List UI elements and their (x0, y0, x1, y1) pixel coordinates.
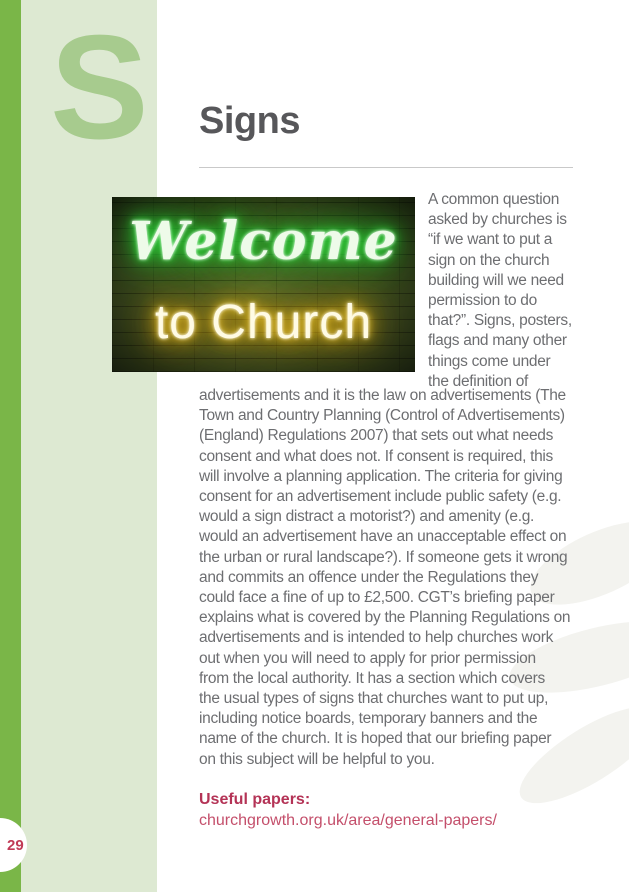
intro-text-column (428, 190, 624, 392)
body-paragraph (199, 386, 625, 770)
text-line: “if we want to put a (428, 231, 553, 249)
text-line: permission to do (428, 292, 537, 310)
general-papers-link[interactable]: churchgrowth.org.uk/area/general-papers/ (199, 812, 497, 829)
text-line: from the local authority. It has a section which covers (199, 669, 545, 687)
useful-papers-heading: Useful papers: (199, 791, 311, 808)
neon-sign-word-welcome: Welcome (129, 211, 398, 272)
page-title: Signs (199, 100, 300, 142)
text-line: that?”. Signs, posters, (428, 312, 572, 330)
text-line: on this subject will be helpful to you. (199, 750, 435, 768)
text-line: A common question (428, 191, 560, 208)
text-line: (England) Regulations 2007) that sets out what needs (199, 427, 554, 445)
section-letter: S (50, 5, 149, 170)
text-line: asked by churches is (428, 211, 567, 229)
welcome-to-church-image (112, 197, 415, 372)
text-line: the urban or rural landscape?). If someone gets it wrong (199, 548, 568, 566)
text-line: explains what is covered by the Planning Regulations on (199, 609, 571, 627)
text-line: sign on the church (428, 251, 550, 269)
text-line: Town and Country Planning (Control of Advertisements) (199, 407, 565, 425)
text-line: would a sign distract a motorist?) and amenity (e.g. (199, 508, 535, 526)
text-line: building will we need (428, 271, 564, 289)
text-line: will involve a planning application. The criteria for giving (199, 467, 563, 485)
text-line: consent and what does not. If consent is required, this (199, 447, 554, 465)
text-line: out when you will need to apply for prior permission (199, 649, 536, 667)
text-line: name of the church. It is hoped that our briefing paper (199, 730, 552, 748)
text-line: consent for an advertisement include public safety (e.g. (199, 488, 562, 506)
text-line: could face a fine of up to £2,500. CGT’s briefing paper (199, 589, 555, 607)
text-line: advertisements and it is the law on advertisements (The (199, 387, 566, 404)
text-line: advertisements and is intended to help churches work (199, 629, 554, 647)
neon-sign-words-to-church: to Church (154, 296, 373, 349)
text-line: would an advertisement have an unacceptable effect on (199, 528, 567, 546)
text-line: and commits an offence under the Regulations they (199, 568, 539, 586)
text-line: the usual types of signs that churches want to put up, (199, 690, 549, 708)
text-line: including notice boards, temporary banners and the (199, 710, 538, 728)
text-line: flags and many other (428, 332, 567, 350)
text-line: the definition of (428, 372, 529, 390)
text-line: things come under (428, 352, 551, 370)
page-number: 29 (7, 837, 24, 854)
left-edge-strip (0, 0, 21, 892)
title-divider (199, 167, 573, 168)
